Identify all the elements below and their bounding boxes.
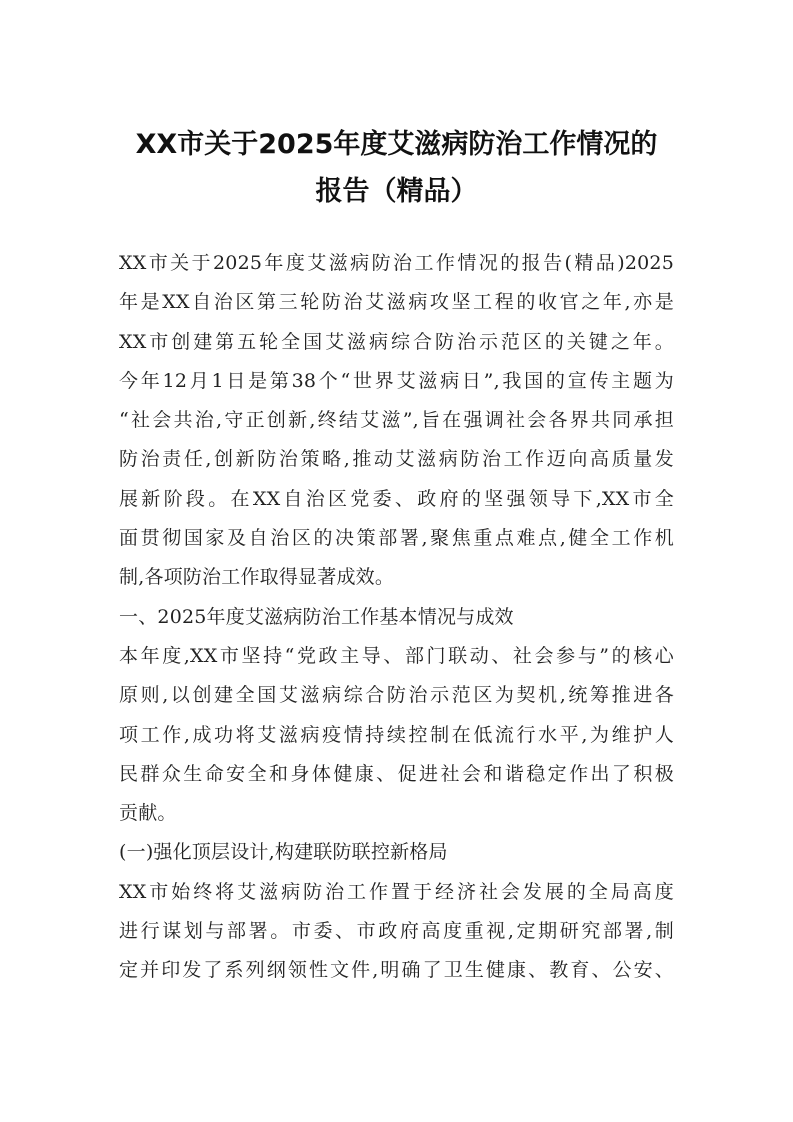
body-line: XX市始终将艾滋病防治工作置于经济社会发展的全局高度 (119, 880, 674, 903)
body-line: 展新阶段。在XX自治区党委、政府的坚强领导下,XX市全 (119, 487, 674, 510)
document-title-line-2: 报告（精品） (315, 176, 478, 207)
body-line: 防治责任,创新防治策略,推动艾滋病防治工作迈向高质量发 (119, 448, 674, 471)
subsection-heading: (一)强化顶层设计,构建联防联控新格局 (119, 841, 448, 864)
body-line: 面贯彻国家及自治区的决策部署,聚焦重点难点,健全工作机 (119, 527, 674, 550)
body-line: 项工作,成功将艾滋病疫情持续控制在低流行水平,为维护人 (119, 723, 674, 746)
body-line: 本年度,XX市坚持“党政主导、部门联动、社会参与”的核心 (119, 644, 674, 667)
section-heading: 一、2025年度艾滋病防治工作基本情况与成效 (119, 605, 514, 628)
body-line: “社会共治,守正创新,终结艾滋”,旨在强调社会各界共同承担 (119, 409, 674, 432)
body-line: 今年12月1日是第38个“世界艾滋病日”,我国的宣传主题为 (119, 369, 674, 392)
body-line: 民群众生命安全和身体健康、促进社会和谐稳定作出了积极 (119, 762, 674, 785)
body-line: 制,各项防治工作取得显著成效。 (119, 566, 395, 589)
body-line: 贡献。 (119, 802, 177, 825)
body-line: XX市创建第五轮全国艾滋病综合防治示范区的关键之年。 (119, 330, 674, 353)
body-line: 年是XX自治区第三轮防治艾滋病攻坚工程的收官之年,亦是 (119, 291, 674, 314)
body-line: 原则,以创建全国艾滋病综合防治示范区为契机,统筹推进各 (119, 684, 674, 707)
document-body (119, 244, 674, 991)
body-line: XX市关于2025年度艾滋病防治工作情况的报告(精品)2025 (119, 252, 674, 274)
body-line: 定并印发了系列纲领性文件,明确了卫生健康、教育、公安、 (119, 959, 674, 982)
body-line: 进行谋划与部署。市委、市政府高度重视,定期研究部署,制 (119, 920, 674, 943)
document-title-line-1: XX市关于2025年度艾滋病防治工作情况的 (135, 129, 658, 160)
